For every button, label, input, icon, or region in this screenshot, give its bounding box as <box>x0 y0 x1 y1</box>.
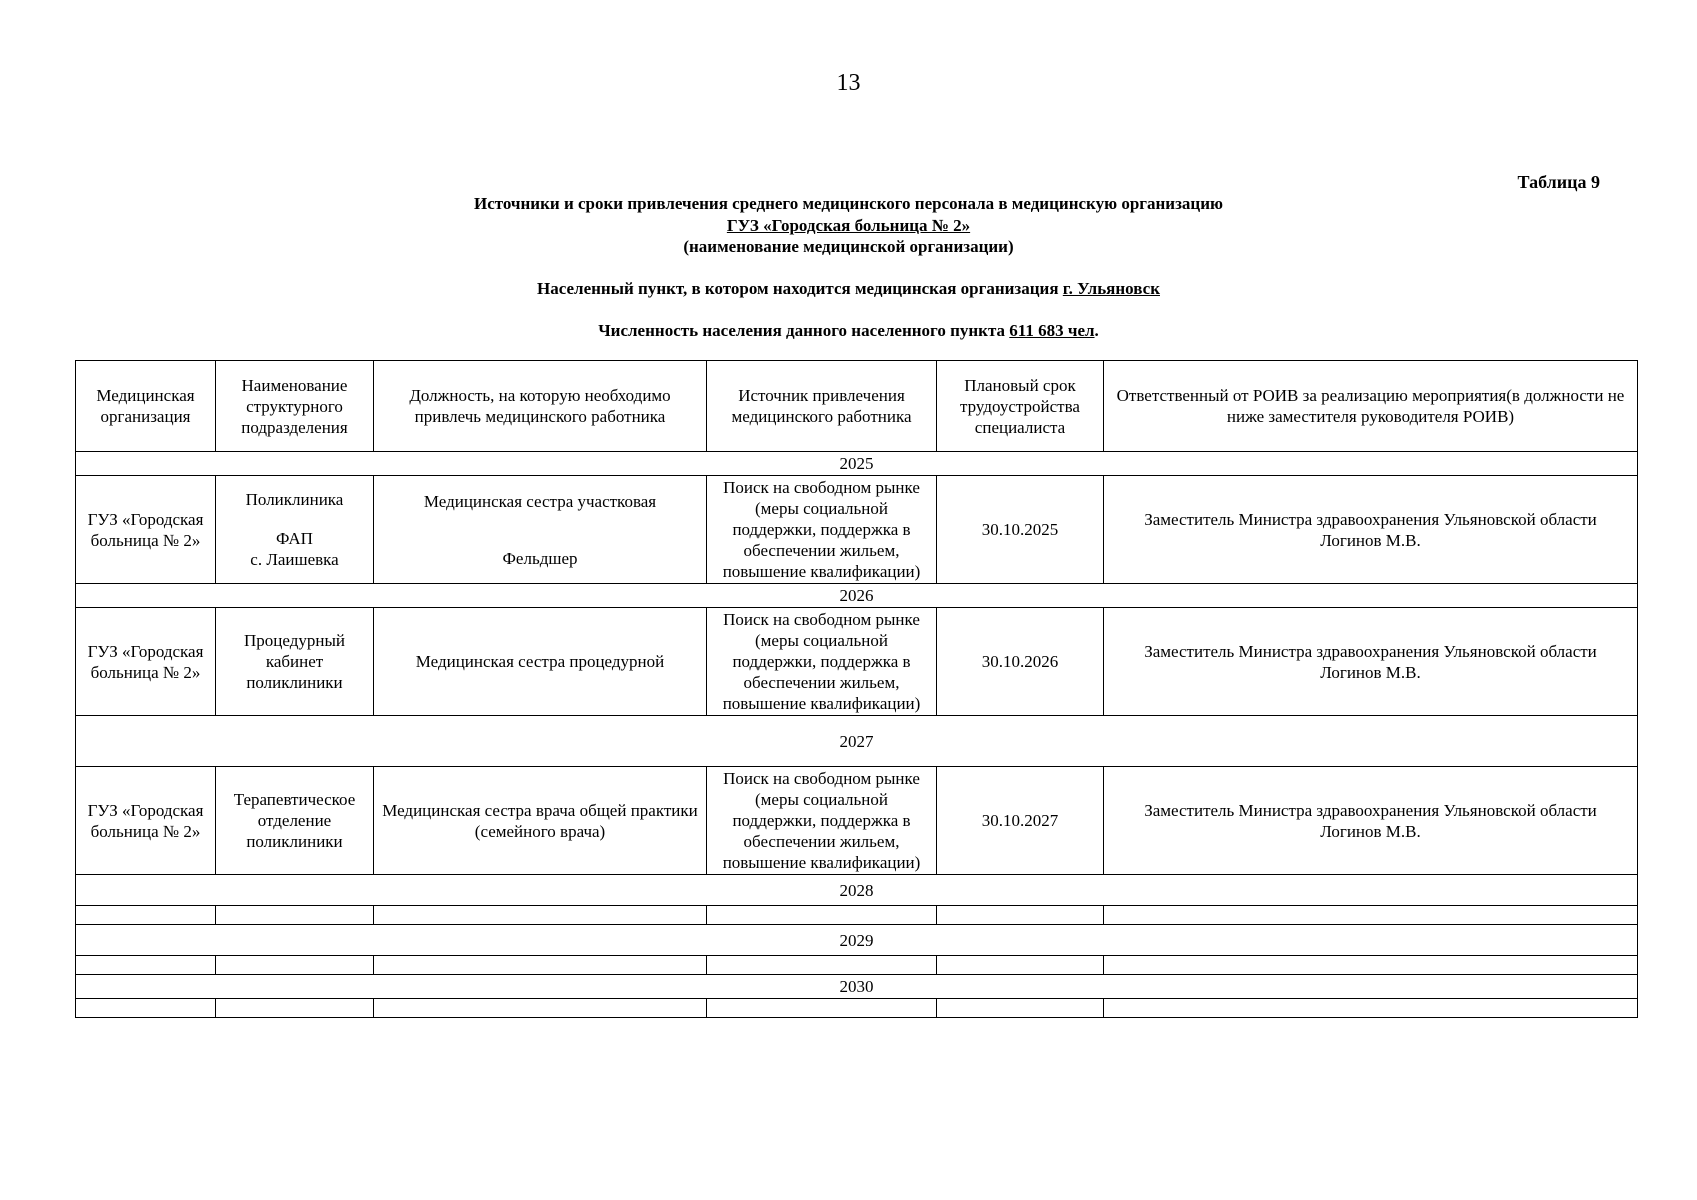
table-label: Таблица 9 <box>1517 172 1600 192</box>
responsible-cell <box>1104 476 1638 584</box>
column-header-position: Должность, на которую необходимо привлечь медицинского работника <box>374 361 707 452</box>
table-row <box>76 767 1638 875</box>
year-row-2027 <box>76 716 1638 767</box>
department-line: Поликлиника <box>245 490 344 509</box>
table-row <box>76 608 1638 716</box>
responsible-line: Заместитель Министра здравоохранения Ульяновской области <box>1144 800 1597 820</box>
position-cell <box>374 476 707 584</box>
source-cell: Поиск на свободном рынке (меры социальной поддержки, поддержка в обеспечении жильем, повышение квалификации) <box>707 476 937 584</box>
table-row <box>76 476 1638 584</box>
year-label: 2026 <box>76 584 1638 608</box>
year-row-2029 <box>76 925 1638 956</box>
responsible-line: Логинов М.В. <box>1320 821 1421 841</box>
responsible-line: Заместитель Министра здравоохранения Ульяновской области <box>1144 509 1597 529</box>
position-line: Фельдшер <box>502 548 578 568</box>
column-header-date: Плановый срок трудоустройства специалиста <box>937 361 1104 452</box>
locality-label: Населенный пункт, в котором находится медицинская организация <box>537 279 1059 298</box>
locality-line <box>0 278 1697 300</box>
population-label: Численность населения данного населенного пункта <box>598 321 1006 340</box>
responsible-cell <box>1104 608 1638 716</box>
table-header-row <box>76 361 1638 452</box>
department-line: с. Лаишевка <box>250 550 339 569</box>
empty-row <box>76 956 1638 975</box>
department-cell: Терапевтическое отделение поликлиники <box>216 767 374 875</box>
year-row-2030 <box>76 975 1638 999</box>
date-cell: 30.10.2027 <box>937 767 1104 875</box>
empty-row <box>76 906 1638 925</box>
year-label: 2025 <box>76 452 1638 476</box>
column-header-responsible: Ответственный от РОИВ за реализацию мероприятия(в должности не ниже заместителя руководителя РОИВ) <box>1104 361 1638 452</box>
year-row-2028 <box>76 875 1638 906</box>
position-cell: Медицинская сестра врача общей практики (семейного врача) <box>374 767 707 875</box>
year-label: 2028 <box>76 875 1638 906</box>
organization-name: ГУЗ «Городская больница № 2» <box>726 216 971 235</box>
locality-value: г. Ульяновск <box>1062 279 1160 298</box>
responsible-line: Логинов М.В. <box>1320 530 1421 550</box>
year-row-2025 <box>76 452 1638 476</box>
document-title: Источники и сроки привлечения среднего медицинского персонала в медицинскую организацию <box>473 194 1224 213</box>
year-row-2026 <box>76 584 1638 608</box>
population-end: . <box>1094 321 1099 340</box>
position-line: Медицинская сестра участковая <box>423 491 657 511</box>
column-header-department: Наименование структурного подразделения <box>216 361 374 452</box>
empty-row <box>76 999 1638 1018</box>
year-label: 2027 <box>76 716 1638 767</box>
year-label: 2029 <box>76 925 1638 956</box>
department-cell: Процедурный кабинет поликлиники <box>216 608 374 716</box>
column-header-organization: Медицинская организация <box>76 361 216 452</box>
responsible-line: Логинов М.В. <box>1320 662 1421 682</box>
date-cell: 30.10.2026 <box>937 608 1104 716</box>
department-line: ФАП <box>276 529 313 548</box>
responsible-line: Заместитель Министра здравоохранения Ульяновской области <box>1144 641 1597 661</box>
year-label: 2030 <box>76 975 1638 999</box>
population-line <box>0 320 1697 342</box>
source-cell: Поиск на свободном рынке (меры социальной поддержки, поддержка в обеспечении жильем, повышение квалификации) <box>707 767 937 875</box>
organization-caption: (наименование медицинской организации) <box>683 237 1014 256</box>
source-cell: Поиск на свободном рынке (меры социальной поддержки, поддержка в обеспечении жильем, повышение квалификации) <box>707 608 937 716</box>
page-number: 13 <box>836 70 861 96</box>
staffing-table <box>75 360 1638 1018</box>
organization-cell: ГУЗ «Городская больница № 2» <box>76 476 216 584</box>
department-cell <box>216 476 374 584</box>
column-header-source: Источник привлечения медицинского работника <box>707 361 937 452</box>
population-value: 611 683 чел <box>1009 321 1095 340</box>
position-cell: Медицинская сестра процедурной <box>374 608 707 716</box>
date-cell: 30.10.2025 <box>937 476 1104 584</box>
organization-cell: ГУЗ «Городская больница № 2» <box>76 608 216 716</box>
organization-cell: ГУЗ «Городская больница № 2» <box>76 767 216 875</box>
responsible-cell <box>1104 767 1638 875</box>
